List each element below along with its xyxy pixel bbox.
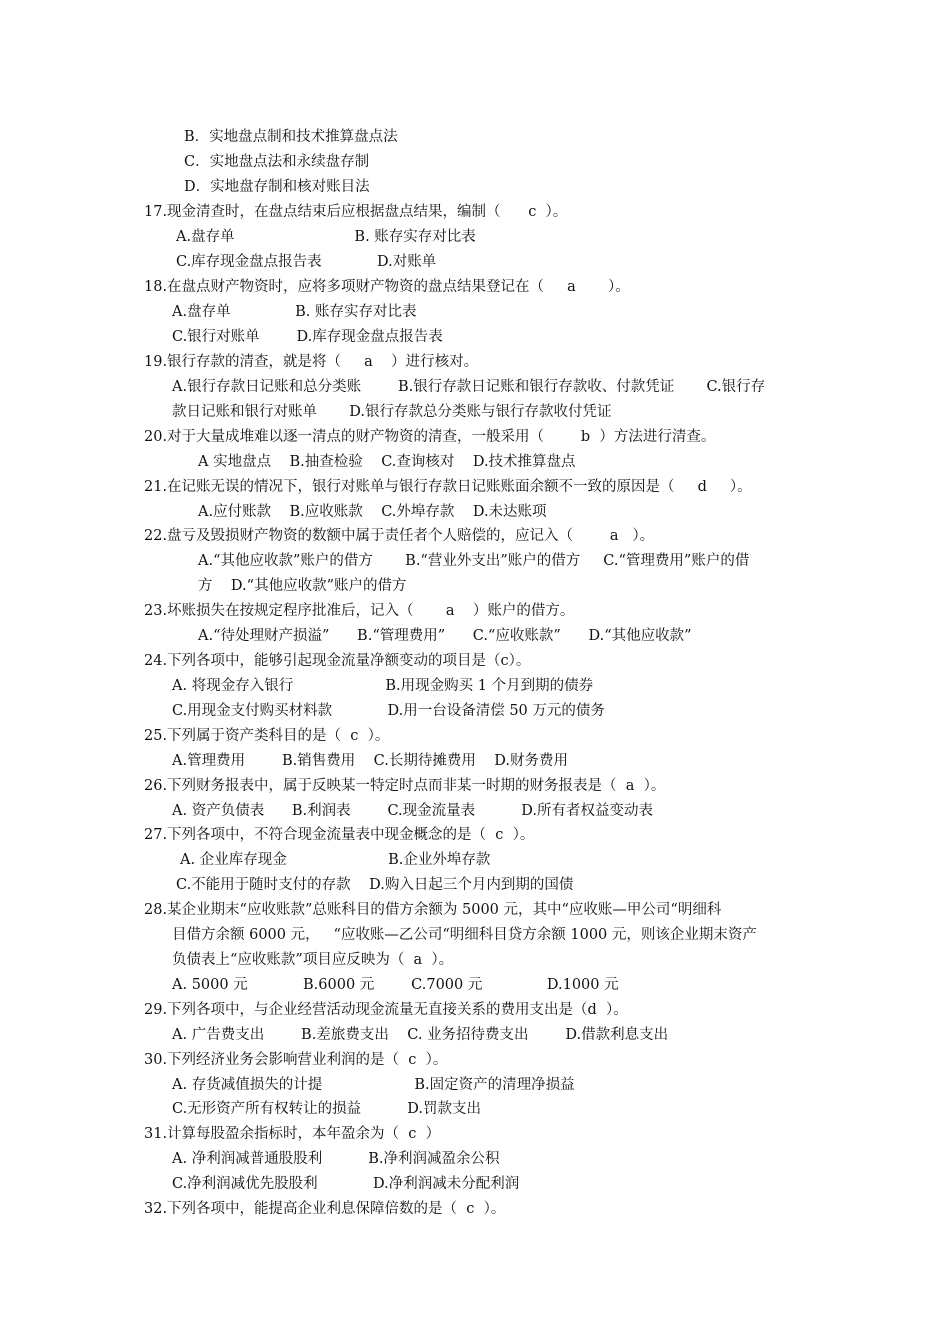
option-line-wrap: 款日记账和银行对账单 D.银行存款总分类账与银行存款收付凭证 [172, 404, 612, 420]
option-line: C.不能用于随时支付的存款 D.购入日起三个月内到期的国债 [176, 877, 574, 893]
option-line: C.净利润减优先股股利 D.净利润减未分配利润 [172, 1176, 520, 1192]
option-line: C.用现金支付购买材料款 D.用一台设备清偿 50 万元的债务 [172, 703, 605, 719]
option-line: C.库存现金盘点报告表 D.对账单 [176, 254, 437, 270]
question-28-cont: 目借方余额 6000 元， “应收账—乙公司“明细科目贷方余额 1000 元，则该企业期末资产 [172, 927, 757, 943]
option-line: A. 5000 元 B.6000 元 C.7000 元 D.1000 元 [172, 977, 619, 993]
option-line: B．实地盘点制和技术推算盘点法 [184, 129, 398, 145]
question-17: 17.现金清查时，在盘点结束后应根据盘点结果，编制（ c ）。 [144, 204, 568, 220]
option-line: A. 企业库存现金 B.企业外埠存款 [180, 852, 491, 868]
option-line-wrap: 方 D.“其他应收款”账户的借方 [198, 578, 407, 594]
option-line: A. 广告费支出 B.差旅费支出 C. 业务招待费支出 D.借款利息支出 [172, 1027, 669, 1043]
question-19: 19.银行存款的清查，就是将（ a ）进行核对。 [144, 354, 479, 370]
question-31: 31.计算每股盈余指标时，本年盈余为（ c ） [144, 1126, 441, 1142]
option-line: A.盘存单 B. 账存实存对比表 [172, 304, 417, 320]
option-line: A.“待处理财产损溢” B.“管理费用” C.“应收账款” D.“其他应收款” [198, 628, 692, 644]
question-22: 22.盘亏及毁损财产物资的数额中属于责任者个人赔偿的，应记入（ a ）。 [144, 528, 655, 544]
question-23: 23.坏账损失在按规定程序批准后，记入（ a ）账户的借方。 [144, 603, 575, 619]
question-27: 27.下列各项中，不符合现金流量表中现金概念的是（ c ）。 [144, 827, 535, 843]
option-line: A.应付账款 B.应收账款 C.外埠存款 D.未达账项 [198, 504, 547, 520]
question-18: 18.在盘点财产物资时，应将多项财产物资的盘点结果登记在（ a ）。 [144, 279, 630, 295]
question-28-cont: 负债表上“应收账款”项目应反映为（ a ）。 [172, 952, 454, 968]
option-line: C.无形资产所有权转让的损益 D.罚款支出 [172, 1101, 481, 1117]
option-line: A 实地盘点 B.抽查检验 C.查询核对 D.技术推算盘点 [198, 454, 576, 470]
option-line: A.“其他应收款”账户的借方 B.“营业外支出”账户的借方 C.“管理费用”账户的借 [198, 553, 750, 569]
option-line: A. 将现金存入银行 B.用现金购买 1 个月到期的债券 [172, 678, 594, 694]
question-26: 26.下列财务报表中，属于反映某一特定时点而非某一时期的财务报表是（ a ）。 [144, 778, 666, 794]
option-line: C.银行对账单 D.库存现金盘点报告表 [172, 329, 443, 345]
question-30: 30.下列经济业务会影响营业利润的是（ c ）。 [144, 1052, 448, 1068]
question-32: 32.下列各项中，能提高企业利息保障倍数的是（ c ）。 [144, 1201, 506, 1217]
option-line: A. 净利润减普通股股利 B.净利润减盈余公积 [172, 1151, 500, 1167]
question-20: 20.对于大量成堆难以逐一清点的财产物资的清查，一般采用（ b ）方法进行清查。 [144, 429, 716, 445]
option-line: A.盘存单 B. 账存实存对比表 [176, 229, 476, 245]
option-line: C．实地盘点法和永续盘存制 [184, 154, 370, 170]
option-line: A. 资产负债表 B.利润表 C.现金流量表 D.所有者权益变动表 [172, 803, 653, 819]
question-28: 28.某企业期末“应收账款”总账科目的借方余额为 5000 元，其中“应收账—甲公司“明细科 [144, 902, 722, 918]
question-21: 21.在记账无误的情况下，银行对账单与银行存款日记账账面余额不一致的原因是（ d ）。 [144, 479, 752, 495]
question-25: 25.下列属于资产类科目的是（ c ）。 [144, 728, 390, 744]
question-24: 24.下列各项中，能够引起现金流量净额变动的项目是（c）。 [144, 653, 531, 669]
option-line: A.银行存款日记账和总分类账 B.银行存款日记账和银行存款收、付款凭证 C.银行存 [172, 379, 766, 395]
option-line: D．实地盘存制和核对账目法 [184, 179, 370, 195]
option-line: A. 存货减值损失的计提 B.固定资产的清理净损益 [172, 1077, 575, 1093]
question-29: 29.下列各项中，与企业经营活动现金流量无直接关系的费用支出是（d ）。 [144, 1002, 628, 1018]
option-line: A.管理费用 B.销售费用 C.长期待摊费用 D.财务费用 [172, 753, 568, 769]
